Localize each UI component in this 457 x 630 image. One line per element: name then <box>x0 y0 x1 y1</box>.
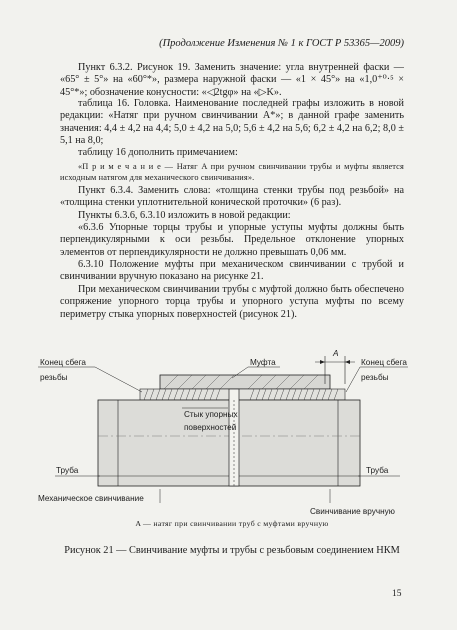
paragraph-6-3-10: 6.3.10 Положение муфты при механическом свинчивании с трубой и свинчивании вручную показано на рисунке 21. <box>60 259 404 283</box>
running-header: (Продолжение Изменения № 1 к ГОСТ Р 53365—2009) <box>159 38 404 49</box>
label-thread-end-left-1: Конец сбега <box>40 358 86 367</box>
label-mechanical-makeup: Механическое свинчивание <box>38 494 144 503</box>
figure-legend: A — натяг при свинчивании труб с муфтами вручную <box>135 519 329 528</box>
paragraph-6-3-6: «6.3.6 Упорные торцы трубы и упорные уступы муфты должны быть перпендикулярными к оси резьбы. Предельное отклонение упорных элементов от перпендикулярности не должно превышать 0,06 мм. <box>60 222 404 258</box>
figure-caption: Рисунок 21 — Свинчивание муфты и трубы с резьбовым соединением НКМ <box>64 545 400 556</box>
label-coupling: Муфта <box>250 358 276 367</box>
paragraph-table-16-note-intro: таблицу 16 дополнить примечанием: <box>78 147 238 158</box>
paragraph-6-3-6-intro: Пункты 6.3.6, 6.3.10 изложить в новой редакции: <box>78 210 291 221</box>
paragraph-mechanical-makeup: При механическом свинчивании трубы с муфтой должно быть обеспечено сопряжение упорного торца трубы и упорного уступа муфты по всему периметру стыка упорных поверхностей (рисунок 21). <box>60 284 404 320</box>
paragraph-table-16: таблица 16. Головка. Наименование последней графы изложить в новой редакции: «Натяг при ручном свинчивании A*»; в данной графе заменить значения: 4,4 ± 4,2 на 4,4; 5,0 ± 4,2 на 5,0; 5,6 ± 4,2 на 5,6; 6,2 ± 4,2 на 6,2; 8,0 ± 5,1 на 8,0; <box>60 98 404 147</box>
label-manual-makeup: Свинчивание вручную <box>310 507 395 516</box>
label-joint-1: Стык упорных <box>184 410 238 419</box>
page-number: 15 <box>392 589 402 599</box>
label-pipe-left: Труба <box>56 466 79 475</box>
thread-zone <box>140 389 345 400</box>
table-16-note: «П р и м е ч а н и е — Натяг A при ручном свинчивании трубы и муфты является исходным натягом для механического свинчивания». <box>60 162 404 182</box>
coupling-body <box>160 375 330 389</box>
label-thread-end-right-2: резьбы <box>361 373 389 382</box>
label-thread-end-right-1: Конец сбега <box>361 358 407 367</box>
label-joint-2: поверхностей <box>184 423 237 432</box>
label-thread-end-left-2: резьбы <box>40 373 68 382</box>
label-pipe-right: Труба <box>366 466 389 475</box>
dimension-a-label: A <box>333 349 339 358</box>
paragraph-6-3-4: Пункт 6.3.4. Заменить слова: «толщина стенки трубы под резьбой» на «толщина стенки уплотнительной конической проточки» (6 раз). <box>60 185 404 209</box>
paragraph-6-3-2: Пункт 6.3.2. Рисунок 19. Заменить значение: угла внутренней фаски — «65° ± 5°» на «60°*», размера наружной фаски — «1 × 45°» на «1,0⁺⁰·⁵ × 45°*»; обозначение конусности: «◁2tgφ» на «▷K». <box>60 62 404 98</box>
